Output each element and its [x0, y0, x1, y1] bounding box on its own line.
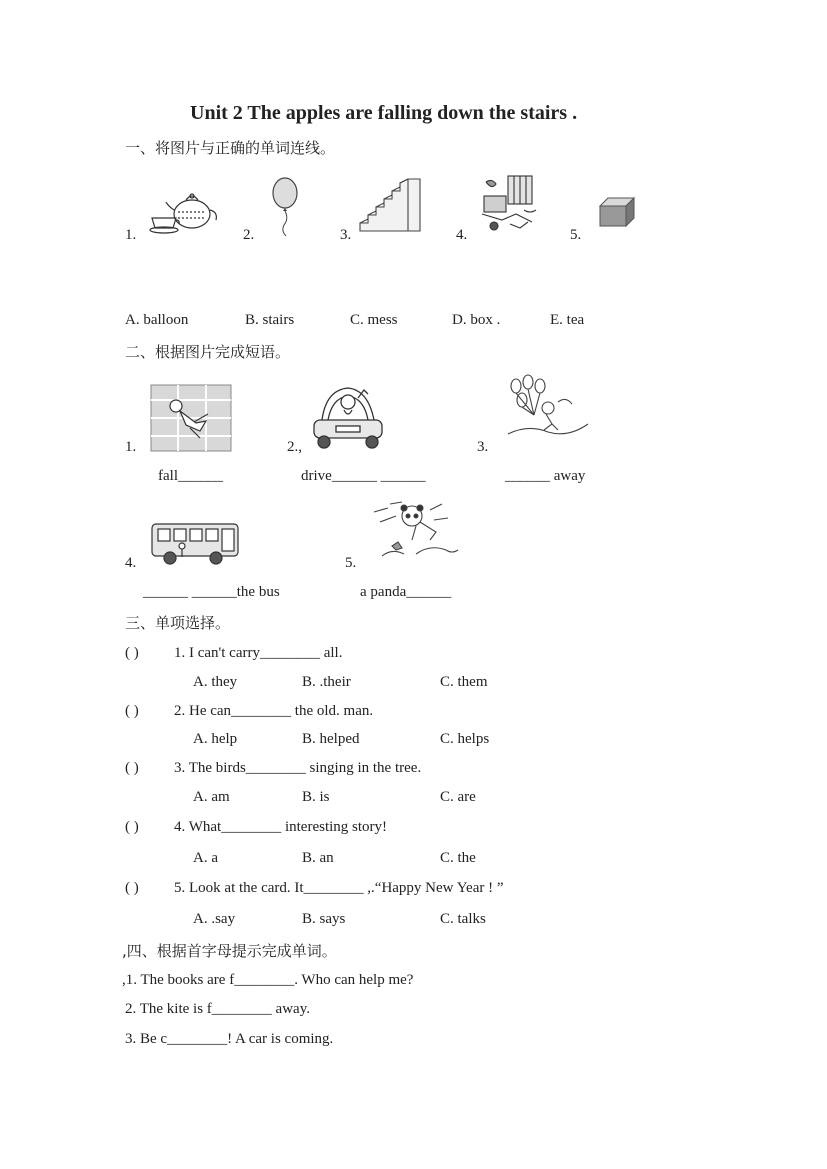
s2-item-5-phrase: a panda______: [360, 584, 452, 600]
s1-option-e: E. tea: [550, 312, 585, 328]
s2-item-4-phrase: ______ ______the bus: [143, 584, 280, 600]
q2-text: 2. He can________ the old. man.: [174, 703, 374, 719]
q4-option-a: A. a: [193, 850, 218, 866]
section3-heading: 三、单项选择。: [125, 614, 231, 632]
q3-answer-paren[interactable]: ( ): [125, 760, 139, 776]
box-icon: [598, 196, 636, 228]
q2-option-c: C. helps: [440, 731, 490, 747]
s2-item-4-number: 4.: [125, 555, 137, 571]
s4-item-1: ,1. The books are f________. Who can help me?: [122, 972, 414, 988]
q5-option-b: B. says: [302, 911, 346, 927]
stairs-icon: [358, 177, 422, 233]
car-driver-icon: [310, 380, 386, 452]
q4-answer-paren[interactable]: ( ): [125, 819, 139, 835]
messy-room-icon: [480, 174, 540, 238]
s1-option-b: B. stairs: [245, 312, 295, 328]
q4-option-b: B. an: [302, 850, 334, 866]
balloons-flying-icon: [502, 374, 592, 442]
section4-heading: ,四、根据首字母提示完成单词。: [122, 942, 337, 960]
s4-item-3: 3. Be c________! A car is coming.: [125, 1031, 334, 1047]
q2-option-b: B. helped: [302, 731, 360, 747]
section2-heading: 二、根据图片完成短语。: [125, 343, 291, 361]
bus-icon: [150, 520, 240, 566]
s1-option-d: D. box .: [452, 312, 501, 328]
falling-child-icon: [150, 384, 232, 452]
s2-item-2-phrase: drive______ ______: [301, 468, 426, 484]
q1-option-b: B. .their: [302, 674, 351, 690]
q1-option-a: A. they: [193, 674, 238, 690]
s2-item-2-number: 2.,: [287, 439, 302, 455]
s1-option-c: C. mess: [350, 312, 398, 328]
s2-item-1-phrase: fall______: [158, 468, 223, 484]
s1-item-2-number: 2.: [243, 227, 255, 243]
q2-option-a: A. help: [193, 731, 238, 747]
q3-option-c: C. are: [440, 789, 476, 805]
s4-item-2: 2. The kite is f________ away.: [125, 1001, 310, 1017]
section1-heading: 一、将图片与正确的单词连线。: [125, 139, 336, 157]
q4-option-c: C. the: [440, 850, 476, 866]
s2-item-3-number: 3.: [477, 439, 489, 455]
q3-text: 3. The birds________ singing in the tree.: [174, 760, 422, 776]
s2-item-3-phrase: ______ away: [505, 468, 586, 484]
s2-item-1-number: 1.: [125, 439, 137, 455]
q3-option-a: A. am: [193, 789, 230, 805]
q2-answer-paren[interactable]: ( ): [125, 703, 139, 719]
q1-option-c: C. them: [440, 674, 488, 690]
flying-panda-icon: [370, 498, 462, 568]
q5-option-a: A. .say: [193, 911, 236, 927]
page-title: Unit 2 The apples are falling down the stairs .: [190, 102, 578, 124]
q4-text: 4. What________ interesting story!: [174, 819, 388, 835]
balloon-icon: [270, 176, 302, 238]
s1-item-4-number: 4.: [456, 227, 468, 243]
q1-text: 1. I can't carry________ all.: [174, 645, 343, 661]
teapot-cup-icon: [148, 188, 220, 236]
s1-item-1-number: 1.: [125, 227, 137, 243]
q5-option-c: C. talks: [440, 911, 486, 927]
s1-item-5-number: 5.: [570, 227, 582, 243]
q5-text: 5. Look at the card. It________ ,.“Happy New Year ! ”: [174, 880, 504, 896]
q3-option-b: B. is: [302, 789, 330, 805]
s1-option-a: A. balloon: [125, 312, 189, 328]
q1-answer-paren[interactable]: ( ): [125, 645, 139, 661]
s1-item-3-number: 3.: [340, 227, 352, 243]
s2-item-5-number: 5.: [345, 555, 357, 571]
q5-answer-paren[interactable]: ( ): [125, 880, 139, 896]
